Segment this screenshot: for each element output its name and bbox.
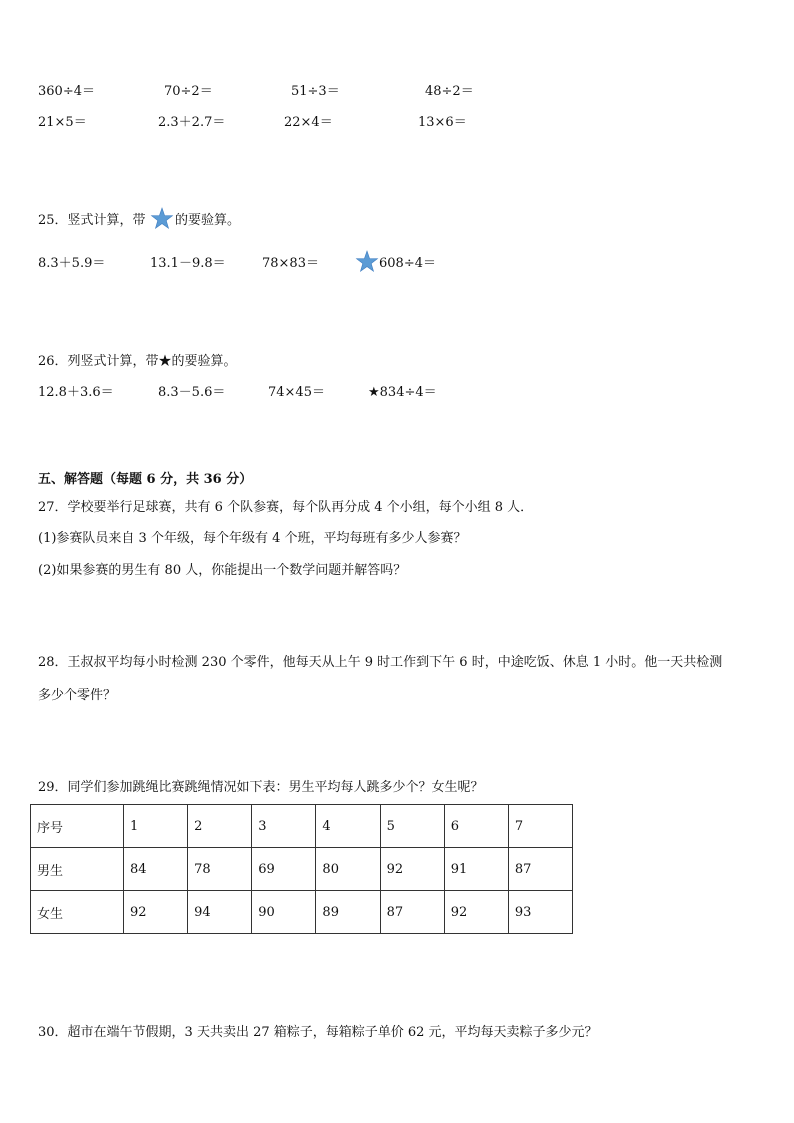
oral-calc-1-2: 70÷2＝ [164, 84, 213, 99]
table-row [31, 848, 573, 891]
q26-title: 26．列竖式计算，带★的要验算。 [38, 354, 237, 369]
table-header-cell: 6 [444, 805, 508, 848]
oral-calc-2-3: 22×4＝ [284, 115, 333, 130]
q26-item-4: ★834÷4＝ [368, 385, 437, 400]
table-cell: 93 [508, 891, 572, 934]
table-cell: 92 [444, 891, 508, 934]
table-cell: 94 [188, 891, 252, 934]
oral-calc-2-1: 21×5＝ [38, 115, 87, 130]
table-header-cell: 2 [188, 805, 252, 848]
q25-item-4: 608÷4＝ [379, 256, 436, 271]
q27-text: 27．学校要举行足球赛，共有 6 个队参赛，每个队再分成 4 个小组，每个小组 8 人． [38, 500, 534, 515]
table-header-cell: 1 [124, 805, 188, 848]
table-row [31, 891, 573, 934]
q28-line1: 28．王叔叔平均每小时检测 230 个零件，他每天从上午 9 时工作到下午 6 时，中途吃饭、休息 1 小时。他一天共检测 [38, 655, 723, 670]
row-label-boys: 男生 [31, 848, 124, 891]
table-cell: 91 [444, 848, 508, 891]
q26-item-3: 74×45＝ [268, 385, 325, 400]
q26-item-2: 8.3－5.6＝ [158, 385, 226, 400]
table-header-label: 序号 [31, 805, 124, 848]
table-cell: 84 [124, 848, 188, 891]
q27-sub1: (1)参赛队员来自 3 个年级，每个年级有 4 个班，平均每班有多少人参赛？ [38, 531, 467, 546]
q28-line2: 多少个零件？ [38, 688, 117, 703]
table-cell: 87 [380, 891, 444, 934]
section5-heading: 五、解答题（每题 6 分，共 36 分） [38, 472, 253, 487]
q29-text: 29．同学们参加跳绳比赛跳绳情况如下表：男生平均每人跳多少个？女生呢？ [38, 780, 484, 795]
table-cell: 80 [316, 848, 380, 891]
oral-calc-1-4: 48÷2＝ [425, 84, 474, 99]
table-header-cell: 3 [252, 805, 316, 848]
star-icon [150, 207, 174, 231]
table-cell: 92 [380, 848, 444, 891]
oral-calc-1-3: 51÷3＝ [291, 84, 340, 99]
table-cell: 89 [316, 891, 380, 934]
oral-calc-2-2: 2.3＋2.7＝ [158, 115, 226, 130]
table-cell: 92 [124, 891, 188, 934]
oral-calc-1-1: 360÷4＝ [38, 84, 95, 99]
q30-text: 30．超市在端午节假期，3 天共卖出 27 箱粽子，每箱粽子单价 62 元，平均每天卖粽子多少元？ [38, 1025, 598, 1040]
q27-sub2: (2)如果参赛的男生有 80 人，你能提出一个数学问题并解答吗？ [38, 563, 407, 578]
table-cell: 78 [188, 848, 252, 891]
table-cell: 87 [508, 848, 572, 891]
q25-item-2: 13.1－9.8＝ [150, 256, 226, 271]
star-icon [355, 250, 379, 274]
q25-title-prefix: 25．竖式计算，带 [38, 213, 146, 228]
table-header-cell: 4 [316, 805, 380, 848]
q25-item-1: 8.3＋5.9＝ [38, 256, 106, 271]
q25-title-suffix: 的要验算。 [175, 213, 241, 228]
jump-rope-table [30, 804, 573, 934]
table-header-cell: 5 [380, 805, 444, 848]
table-cell: 90 [252, 891, 316, 934]
table-header-cell: 7 [508, 805, 572, 848]
oral-calc-2-4: 13×6＝ [418, 115, 467, 130]
table-header-row [31, 805, 573, 848]
q25-item-3: 78×83＝ [262, 256, 319, 271]
q26-item-1: 12.8＋3.6＝ [38, 385, 114, 400]
row-label-girls: 女生 [31, 891, 124, 934]
table-cell: 69 [252, 848, 316, 891]
